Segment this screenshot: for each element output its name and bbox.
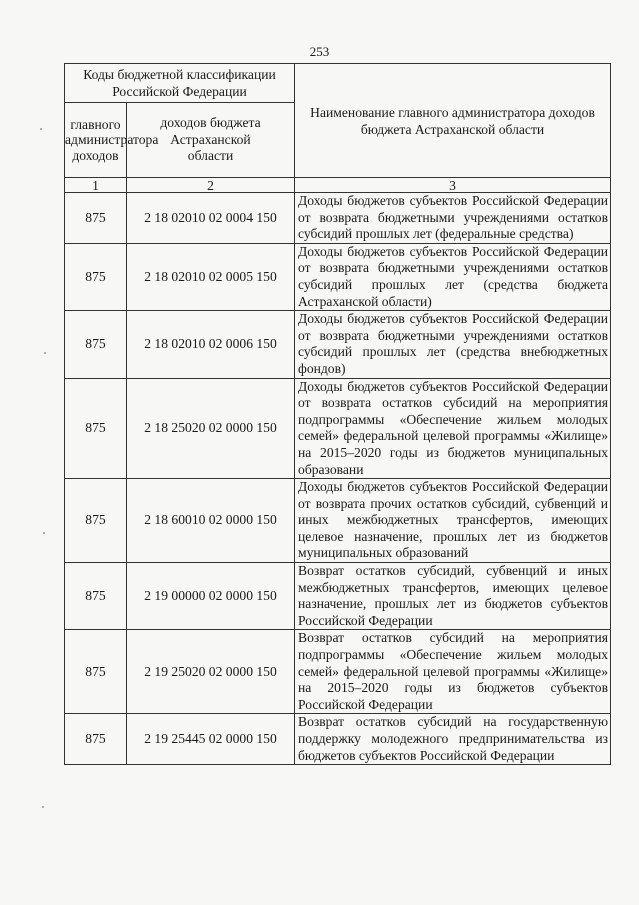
table-row — [65, 563, 611, 630]
header-num-1: 1 — [65, 178, 127, 193]
income-code-cell: 2 18 02010 02 0005 150 — [127, 243, 295, 310]
header-num-2: 2 — [127, 178, 295, 193]
header-row-numbers — [65, 178, 611, 193]
header-col1-title: главного администратора доходов — [65, 103, 127, 178]
admin-code-cell: 875 — [65, 243, 127, 310]
page-number: 253 — [309, 44, 330, 59]
income-name-cell: Доходы бюджетов субъектов Российской Федерации от возврата бюджетными учреждениями остатков субсидий прошлых лет (средства внебюджетных фондов) — [295, 311, 611, 378]
table-row — [65, 479, 611, 563]
table-body — [65, 64, 611, 765]
income-code-cell: 2 19 25020 02 0000 150 — [127, 630, 295, 714]
table-row — [65, 311, 611, 378]
admin-code-cell: 875 — [65, 563, 127, 630]
header-col2-title: доходов бюджета Астраханской области — [127, 103, 295, 178]
admin-code-cell: 875 — [65, 630, 127, 714]
income-code-cell: 2 19 00000 02 0000 150 — [127, 563, 295, 630]
scan-speck — [40, 128, 42, 130]
income-code-cell: 2 19 25445 02 0000 150 — [127, 714, 295, 765]
scan-speck — [44, 352, 46, 354]
table-row — [65, 193, 611, 244]
scan-speck — [43, 532, 45, 534]
income-code-cell: 2 18 02010 02 0006 150 — [127, 311, 295, 378]
admin-code-cell: 875 — [65, 193, 127, 244]
income-code-cell: 2 18 25020 02 0000 150 — [127, 378, 295, 479]
table-row — [65, 714, 611, 765]
table-row — [65, 378, 611, 479]
income-name-cell: Доходы бюджетов субъектов Российской Федерации от возврата бюджетными учреждениями остатков субсидий прошлых лет (федеральные средства) — [295, 193, 611, 244]
header-num-3: 3 — [295, 178, 611, 193]
income-code-cell: 2 18 60010 02 0000 150 — [127, 479, 295, 563]
admin-code-cell: 875 — [65, 714, 127, 765]
income-name-cell: Доходы бюджетов субъектов Российской Федерации от возврата прочих остатков субсидий, субвенций и иных межбюджетных трансфертов, имеющих целевое назначение, прошлых лет из бюджетов муниципальных образований — [295, 479, 611, 563]
admin-code-cell: 875 — [65, 378, 127, 479]
table-row — [65, 243, 611, 310]
income-name-cell: Доходы бюджетов субъектов Российской Федерации от возврата бюджетными учреждениями остатков субсидий прошлых лет (средства бюджета Астраханской области) — [295, 243, 611, 310]
header-group-title: Коды бюджетной классификации Российской Федерации — [65, 64, 295, 103]
admin-code-cell: 875 — [65, 311, 127, 378]
income-name-cell: Возврат остатков субсидий, субвенций и иных межбюджетных трансфертов, имеющих целевое назначение, прошлых лет из бюджетов субъектов Российской Федерации — [295, 563, 611, 630]
header-row-group — [65, 64, 611, 103]
income-name-cell: Возврат остатков субсидий на мероприятия подпрограммы «Обеспечение жильем молодых семей» федеральной целевой программы «Жилище» на 2015–2020 годы из бюджетов субъектов Российской Федерации — [295, 630, 611, 714]
admin-code-cell: 875 — [65, 479, 127, 563]
income-name-cell: Доходы бюджетов субъектов Российской Федерации от возврата остатков субсидий на мероприятия подпрограммы «Обеспечение жильем молодых семей» федеральной целевой программы «Жилище» на 2015–2020 годы из бюджетов муниципальных образовани — [295, 378, 611, 479]
income-code-cell: 2 18 02010 02 0004 150 — [127, 193, 295, 244]
income-name-cell: Возврат остатков субсидий на государственную поддержку молодежного предпринимательства из бюджетов субъектов Российской Федерации — [295, 714, 611, 765]
budget-classification-table — [64, 63, 611, 765]
header-col3-title: Наименование главного администратора доходов бюджета Астраханской области — [295, 64, 611, 178]
table-row — [65, 630, 611, 714]
scan-speck — [42, 806, 44, 808]
